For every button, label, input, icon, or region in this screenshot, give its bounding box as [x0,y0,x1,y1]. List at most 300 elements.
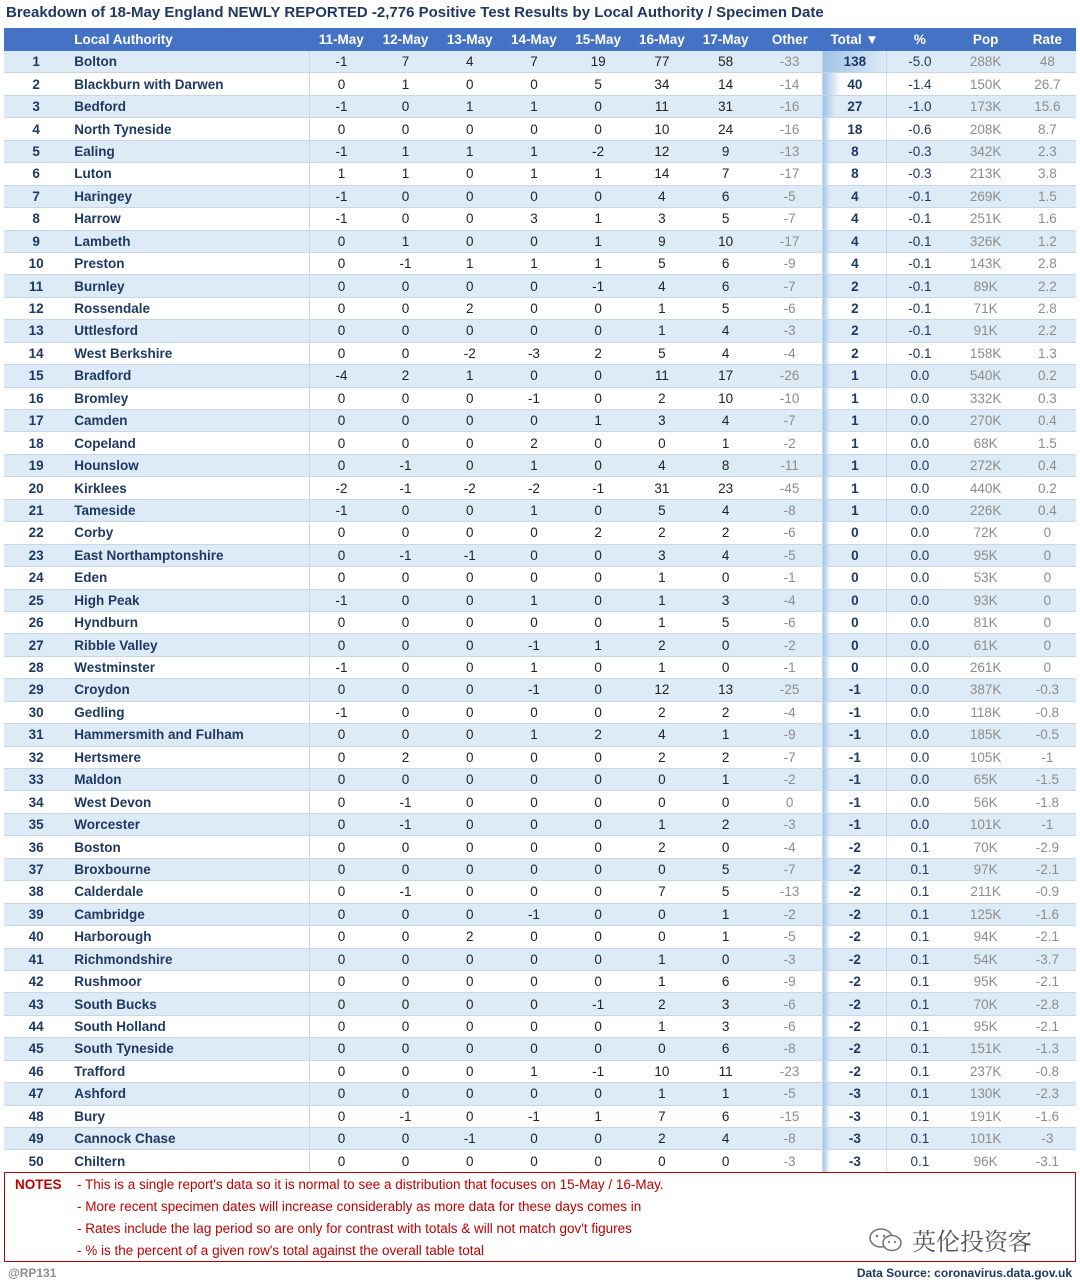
cell-other: -2 [758,634,822,656]
cell-total: 18 [822,118,887,140]
cell-11-may: 0 [309,1083,373,1105]
cell-pop: 270K [952,410,1018,432]
cell-13-may: 1 [438,252,502,274]
cell-percent: 0.0 [887,432,952,454]
cell-13-may: 0 [438,1105,502,1127]
table-row [4,230,1076,252]
cell-13-may: 0 [438,163,502,185]
cell-11-may: -1 [309,95,373,117]
cell-percent: 0.1 [887,903,952,925]
cell-total: -2 [822,926,887,948]
cell-12-may: 2 [373,365,437,387]
cell-17-may: 6 [694,1038,758,1060]
cell-16-may: 14 [630,163,693,185]
cell-11-may: -1 [309,499,373,521]
cell-rate: -1.5 [1019,769,1076,791]
notes-label: NOTES [15,1177,62,1192]
cell-total: 0 [822,611,887,633]
cell-rate: 1.5 [1019,185,1076,207]
cell-local-authority: Calderdale [68,881,309,903]
footer-source: Data Source: coronavirus.data.gov.uk [856,1266,1072,1280]
table-row [4,410,1076,432]
cell-percent: 0.0 [887,724,952,746]
cell-16-may: 0 [630,858,693,880]
cell-local-authority: Copeland [68,432,309,454]
cell-local-authority: Kirklees [68,477,309,499]
cell-rate: 3.8 [1019,163,1076,185]
cell-other: -1 [758,567,822,589]
cell-16-may: 0 [630,791,693,813]
cell-total: 40 [822,73,887,95]
cell-17-may: 5 [694,858,758,880]
cell-15-may: 1 [566,634,630,656]
cell-15-may: 0 [566,297,630,319]
cell-15-may: 1 [566,252,630,274]
cell-13-may: 0 [438,320,502,342]
cell-13-may: 0 [438,567,502,589]
col-header-14-may[interactable]: 14-May [502,28,566,51]
cell-13-may: 0 [438,836,502,858]
col-header-15-may[interactable]: 15-May [566,28,630,51]
cell-local-authority: Corby [68,522,309,544]
note-line: - This is a single report's data so it is normal to see a distribution that focuses on 15-May / 16-May. [77,1177,664,1192]
cell-14-may: 0 [502,567,566,589]
cell-15-may: -2 [566,140,630,162]
col-header-total[interactable]: Total ▼ [822,28,887,51]
cell-pop: 72K [952,522,1018,544]
cell-15-may: 0 [566,836,630,858]
cell-12-may: 0 [373,1015,437,1037]
cell-rate: 15.6 [1019,95,1076,117]
cell-13-may: 0 [438,410,502,432]
cell-14-may: 0 [502,701,566,723]
cell-total: 1 [822,432,887,454]
cell-13-may: 4 [438,51,502,73]
table-row [4,611,1076,633]
cell-13-may: 0 [438,903,502,925]
cell-rate: -3.7 [1019,948,1076,970]
cell-pop: 65K [952,769,1018,791]
cell-13-may: 0 [438,1038,502,1060]
table-row [4,365,1076,387]
cell-total: 27 [822,95,887,117]
table-body [4,51,1076,1173]
cell-17-may: 1 [694,926,758,948]
cell-rate: 0 [1019,522,1076,544]
cell-percent: 0.0 [887,567,952,589]
cell-pop: 101K [952,1128,1018,1150]
table-row [4,1150,1076,1172]
cell-12-may: -1 [373,454,437,476]
cell-13-may: 0 [438,791,502,813]
cell-17-may: 3 [694,993,758,1015]
cell-total: 1 [822,410,887,432]
cell-pop: 70K [952,993,1018,1015]
cell-rate: 2.3 [1019,140,1076,162]
cell-14-may: 1 [502,724,566,746]
cell-percent: -0.1 [887,297,952,319]
cell-12-may: 0 [373,858,437,880]
cell-total: 8 [822,163,887,185]
cell-pop: 332K [952,387,1018,409]
table-row [4,320,1076,342]
cell-15-may: 0 [566,95,630,117]
cell-17-may: 24 [694,118,758,140]
cell-total: 0 [822,567,887,589]
cell-total: -2 [822,1038,887,1060]
table-row [4,679,1076,701]
cell-13-may: 0 [438,185,502,207]
cell-13-may: 0 [438,230,502,252]
table-row [4,881,1076,903]
cell-16-may: 1 [630,320,693,342]
cell-percent: -0.6 [887,118,952,140]
cell-12-may: 0 [373,926,437,948]
cell-15-may: 0 [566,544,630,566]
cell-12-may: 0 [373,1128,437,1150]
cell-11-may: 0 [309,903,373,925]
cell-17-may: 6 [694,1105,758,1127]
cell-rank: 43 [4,993,68,1015]
cell-total: -2 [822,881,887,903]
cell-rate: -1.6 [1019,903,1076,925]
cell-rank: 47 [4,1083,68,1105]
cell-rank: 30 [4,701,68,723]
table-row [4,791,1076,813]
cell-other: -6 [758,1015,822,1037]
cell-rank: 38 [4,881,68,903]
cell-local-authority: Preston [68,252,309,274]
page-title: Breakdown of 18-May England NEWLY REPORTED -2,776 Positive Test Results by Local Authority / Specimen Date [6,4,824,21]
cell-12-may: 0 [373,1060,437,1082]
cell-12-may: 0 [373,970,437,992]
cell-other: -3 [758,320,822,342]
cell-total: -2 [822,1060,887,1082]
cell-15-may: 2 [566,522,630,544]
cell-rank: 20 [4,477,68,499]
cell-other: -17 [758,163,822,185]
cell-16-may: 5 [630,252,693,274]
cell-rank: 19 [4,454,68,476]
cell-rank: 16 [4,387,68,409]
cell-13-may: 0 [438,948,502,970]
cell-11-may: -1 [309,208,373,230]
cell-total: 4 [822,185,887,207]
cell-local-authority: South Holland [68,1015,309,1037]
cell-14-may: 1 [502,140,566,162]
cell-11-may: 0 [309,1105,373,1127]
cell-rate: 48 [1019,51,1076,73]
cell-13-may: 0 [438,1083,502,1105]
cell-percent: 0.1 [887,1150,952,1172]
cell-percent: 0.0 [887,522,952,544]
cell-total: -3 [822,1150,887,1172]
cell-rank: 23 [4,544,68,566]
cell-17-may: 1 [694,903,758,925]
cell-percent: -0.3 [887,163,952,185]
cell-17-may: 0 [694,836,758,858]
cell-16-may: 1 [630,970,693,992]
cell-pop: 387K [952,679,1018,701]
cell-16-may: 2 [630,746,693,768]
cell-13-may: 0 [438,387,502,409]
cell-12-may: 0 [373,410,437,432]
cell-11-may: 0 [309,73,373,95]
cell-percent: -0.1 [887,208,952,230]
cell-14-may: 0 [502,275,566,297]
cell-12-may: -1 [373,477,437,499]
cell-16-may: 7 [630,881,693,903]
cell-percent: 0.0 [887,611,952,633]
cell-14-may: -1 [502,903,566,925]
cell-rank: 27 [4,634,68,656]
cell-rank: 4 [4,118,68,140]
cell-other: -5 [758,185,822,207]
cell-12-may: 0 [373,993,437,1015]
cell-other: -10 [758,387,822,409]
table-row [4,73,1076,95]
cell-rate: -0.9 [1019,881,1076,903]
cell-rate: 0 [1019,589,1076,611]
cell-13-may: 2 [438,297,502,319]
cell-percent: 0.0 [887,589,952,611]
cell-pop: 70K [952,836,1018,858]
cell-total: 1 [822,477,887,499]
col-header-17-may[interactable]: 17-May [694,28,758,51]
cell-15-may: 0 [566,858,630,880]
cell-percent: 0.1 [887,970,952,992]
col-header-pop[interactable]: Pop [952,28,1018,51]
table-row [4,140,1076,162]
cell-17-may: 13 [694,679,758,701]
cell-rate: 0 [1019,634,1076,656]
cell-other: -6 [758,993,822,1015]
cell-local-authority: Bedford [68,95,309,117]
cell-rate: 1.5 [1019,432,1076,454]
cell-pop: 96K [952,1150,1018,1172]
cell-12-may: 0 [373,656,437,678]
cell-15-may: 19 [566,51,630,73]
cell-15-may: 0 [566,432,630,454]
cell-11-may: -4 [309,365,373,387]
cell-other: -17 [758,230,822,252]
cell-percent: 0.0 [887,769,952,791]
cell-16-may: 11 [630,95,693,117]
cell-pop: 91K [952,320,1018,342]
table-row [4,948,1076,970]
cell-pop: 95K [952,544,1018,566]
cell-local-authority: Cannock Chase [68,1128,309,1150]
cell-12-may: 0 [373,320,437,342]
cell-rank: 29 [4,679,68,701]
cell-local-authority: Hounslow [68,454,309,476]
cell-14-may: 1 [502,656,566,678]
cell-local-authority: Richmondshire [68,948,309,970]
cell-11-may: 0 [309,410,373,432]
table-row [4,813,1076,835]
cell-pop: 97K [952,858,1018,880]
cell-17-may: 1 [694,1083,758,1105]
cell-other: -15 [758,1105,822,1127]
cell-rate: -0.8 [1019,1060,1076,1082]
cell-12-may: 0 [373,701,437,723]
cell-15-may: 0 [566,1083,630,1105]
cell-14-may: 0 [502,522,566,544]
cell-rank: 39 [4,903,68,925]
cell-13-may: 0 [438,208,502,230]
table-row [4,185,1076,207]
cell-local-authority: Gedling [68,701,309,723]
cell-pop: 261K [952,656,1018,678]
cell-16-may: 7 [630,1105,693,1127]
cell-16-may: 11 [630,365,693,387]
cell-14-may: -1 [502,679,566,701]
cell-rate: -2.1 [1019,858,1076,880]
table-row [4,499,1076,521]
cell-rank: 37 [4,858,68,880]
cell-15-may: 0 [566,1038,630,1060]
cell-12-may: 0 [373,118,437,140]
cell-11-may: 0 [309,679,373,701]
cell-pop: 118K [952,701,1018,723]
cell-pop: 56K [952,791,1018,813]
cell-11-may: 0 [309,1128,373,1150]
cell-14-may: 1 [502,1060,566,1082]
cell-local-authority: Luton [68,163,309,185]
cell-percent: 0.1 [887,993,952,1015]
cell-13-may: 0 [438,611,502,633]
cell-rank: 44 [4,1015,68,1037]
cell-12-may: 0 [373,567,437,589]
cell-rate: 2.2 [1019,320,1076,342]
cell-other: -8 [758,1038,822,1060]
cell-rate: 1.3 [1019,342,1076,364]
cell-local-authority: Lambeth [68,230,309,252]
cell-other: -3 [758,1150,822,1172]
cell-other: -33 [758,51,822,73]
cell-11-may: 0 [309,948,373,970]
cell-percent: 0.0 [887,679,952,701]
cell-14-may: 1 [502,589,566,611]
cell-11-may: 0 [309,1038,373,1060]
cell-rate: 2.8 [1019,252,1076,274]
col-header-local-authority[interactable]: Local Authority [68,28,309,51]
cell-local-authority: Croydon [68,679,309,701]
cell-17-may: 10 [694,387,758,409]
cell-percent: 0.0 [887,454,952,476]
cell-17-may: 4 [694,342,758,364]
table-row [4,1060,1076,1082]
cell-pop: 540K [952,365,1018,387]
cell-17-may: 1 [694,769,758,791]
col-header-13-may[interactable]: 13-May [438,28,502,51]
cell-total: 8 [822,140,887,162]
cell-15-may: -1 [566,1060,630,1082]
cell-rank: 28 [4,656,68,678]
cell-12-may: 0 [373,499,437,521]
cell-pop: 151K [952,1038,1018,1060]
cell-local-authority: Bury [68,1105,309,1127]
cell-local-authority: Chiltern [68,1150,309,1172]
cell-11-may: 0 [309,567,373,589]
cell-15-may: -1 [566,477,630,499]
cell-percent: 0.0 [887,387,952,409]
cell-local-authority: North Tyneside [68,118,309,140]
cell-17-may: 9 [694,140,758,162]
cell-local-authority: Bromley [68,387,309,409]
cell-rank: 25 [4,589,68,611]
cell-total: 4 [822,230,887,252]
cell-pop: 95K [952,970,1018,992]
col-header-16-may[interactable]: 16-May [630,28,693,51]
cell-local-authority: Boston [68,836,309,858]
cell-17-may: 0 [694,656,758,678]
col-header-percent[interactable]: % [887,28,952,51]
cell-rank: 50 [4,1150,68,1172]
cell-other: -3 [758,948,822,970]
cell-local-authority: Hyndburn [68,611,309,633]
col-header-12-may[interactable]: 12-May [373,28,437,51]
cell-12-may: 1 [373,140,437,162]
note-line: - More recent specimen dates will increase considerably as more data for these days comes in [77,1199,642,1214]
cell-16-may: 2 [630,993,693,1015]
cell-other: -7 [758,746,822,768]
cell-12-may: 1 [373,163,437,185]
cell-16-may: 0 [630,769,693,791]
cell-total: -3 [822,1105,887,1127]
cell-rate: 0.4 [1019,410,1076,432]
cell-14-may: 0 [502,993,566,1015]
col-header-other[interactable]: Other [758,28,822,51]
table-row [4,1083,1076,1105]
cell-percent: 0.1 [887,858,952,880]
col-header-rate[interactable]: Rate [1019,28,1076,51]
cell-percent: 0.0 [887,365,952,387]
cell-percent: -0.1 [887,275,952,297]
cell-pop: 93K [952,589,1018,611]
cell-percent: -0.1 [887,342,952,364]
cell-14-may: 1 [502,499,566,521]
cell-rank: 31 [4,724,68,746]
cell-14-may: 0 [502,544,566,566]
cell-13-may: 0 [438,724,502,746]
cell-15-may: 0 [566,948,630,970]
cell-12-may: 0 [373,1038,437,1060]
cell-14-may: -1 [502,387,566,409]
cell-11-may: 0 [309,320,373,342]
cell-other: -45 [758,477,822,499]
col-header-11-may[interactable]: 11-May [309,28,373,51]
cell-12-may: 0 [373,275,437,297]
cell-pop: 61K [952,634,1018,656]
cell-other: -4 [758,342,822,364]
cell-17-may: 4 [694,410,758,432]
cell-16-may: 4 [630,724,693,746]
cell-12-may: 0 [373,1150,437,1172]
cell-pop: 95K [952,1015,1018,1037]
cell-other: -9 [758,252,822,274]
cell-14-may: 0 [502,948,566,970]
cell-14-may: 1 [502,454,566,476]
cell-percent: 0.1 [887,1083,952,1105]
cell-other: -23 [758,1060,822,1082]
cell-13-may: 0 [438,1015,502,1037]
cell-pop: 54K [952,948,1018,970]
table-row [4,970,1076,992]
cell-rate: 8.7 [1019,118,1076,140]
cell-11-may: 0 [309,387,373,409]
cell-16-may: 4 [630,275,693,297]
